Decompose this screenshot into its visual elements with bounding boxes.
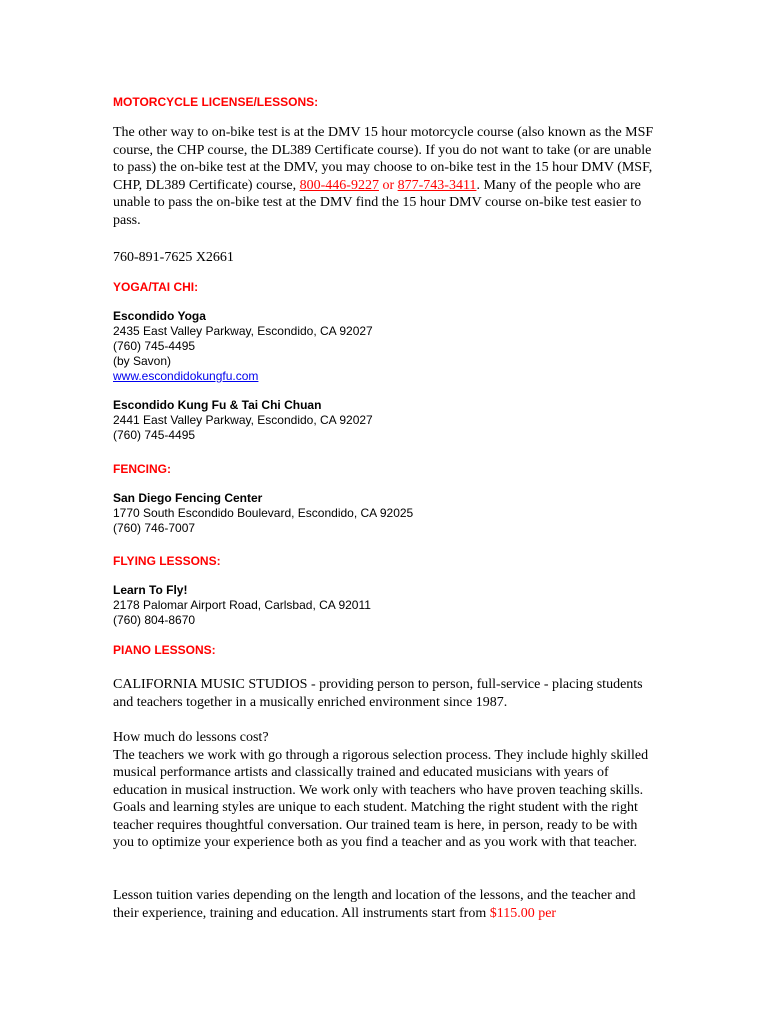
phone-link-800[interactable]: 800-446-9227 [299, 177, 379, 193]
listing-name: Escondido Kung Fu & Tai Chi Chuan [113, 398, 322, 412]
piano-tuition [113, 887, 658, 922]
listing-address: 2435 East Valley Parkway, Escondido, CA 92027 [113, 324, 373, 338]
piano-body-text: The teachers we work with go through a rigorous selection process. They include highly skilled musical performance artists and classically trained and educated musicians with years of education in musical instruction. We work only with teachers who have proven teaching skills. Goals and learning styles are unique to each student. Matching the right student with the right teacher requires thoughtful conversation. Our trained team is here, in person, ready to be with you to optimize your experience both as you find a teacher and as you work with that teacher. [113, 747, 649, 850]
website-link[interactable]: www.escondidokungfu.com [113, 369, 259, 383]
listing-note: (by Savon) [113, 354, 172, 368]
listing-phone: (760) 746-7007 [113, 521, 196, 535]
listing-phone: (760) 745-4495 [113, 428, 196, 442]
listing-fencing [113, 491, 413, 536]
flying-heading: FLYING LESSONS: [113, 554, 221, 568]
piano-heading: PIANO LESSONS: [113, 643, 216, 657]
motorcycle-heading: MOTORCYCLE LICENSE/LESSONS: [113, 95, 319, 109]
piano-intro: CALIFORNIA MUSIC STUDIOS - providing person to person, full-service - placing students and teachers together in a musically enriched environment since 1987. [113, 677, 643, 710]
piano-question: How much do lessons cost? [113, 730, 269, 745]
listing-name: Learn To Fly! [113, 583, 188, 597]
motorcycle-contact: 760-891-7625 X2661 [113, 250, 234, 265]
fencing-heading: FENCING: [113, 462, 171, 476]
motorcycle-paragraph [113, 124, 658, 229]
listing-escondido-yoga [113, 309, 373, 384]
listing-flying [113, 583, 371, 628]
listing-address: 2178 Palomar Airport Road, Carlsbad, CA 92011 [113, 598, 371, 612]
phone-link-877[interactable]: 877-743-3411 [397, 177, 477, 193]
motorcycle-paragraph-end: . Many of the people who are unable to pass the on-bike test at the DMV find the 15 hour DMV course on-bike test easier to pass. [113, 177, 642, 228]
piano-tuition-text: Lesson tuition varies depending on the length and location of the lessons, and the teacher and their experience, training and education. All instruments start from [113, 888, 636, 921]
listing-phone: (760) 745-4495 [113, 339, 196, 353]
listing-address: 1770 South Escondido Boulevard, Escondido, CA 92025 [113, 506, 414, 520]
listing-address: 2441 East Valley Parkway, Escondido, CA 92027 [113, 413, 373, 427]
listing-phone: (760) 804-8670 [113, 613, 196, 627]
listing-kung-fu [113, 398, 373, 443]
listing-name: San Diego Fencing Center [113, 491, 263, 505]
yoga-heading: YOGA/TAI CHI: [113, 280, 199, 294]
listing-name: Escondido Yoga [113, 309, 206, 323]
piano-body [113, 729, 653, 852]
price-text: $115.00 per [489, 905, 557, 921]
or-text: or [378, 177, 398, 193]
motorcycle-paragraph-text: The other way to on-bike test is at the DMV 15 hour motorcycle course (also known as the MSF course, the CHP course, the DL389 Certificate course). If you do not want to take (or are unable to pass) the on-bike test at the DMV, you may choose to on-bike test in the 15 hour DMV (MSF, CHP, DL389 Certificate) course, [113, 125, 654, 193]
